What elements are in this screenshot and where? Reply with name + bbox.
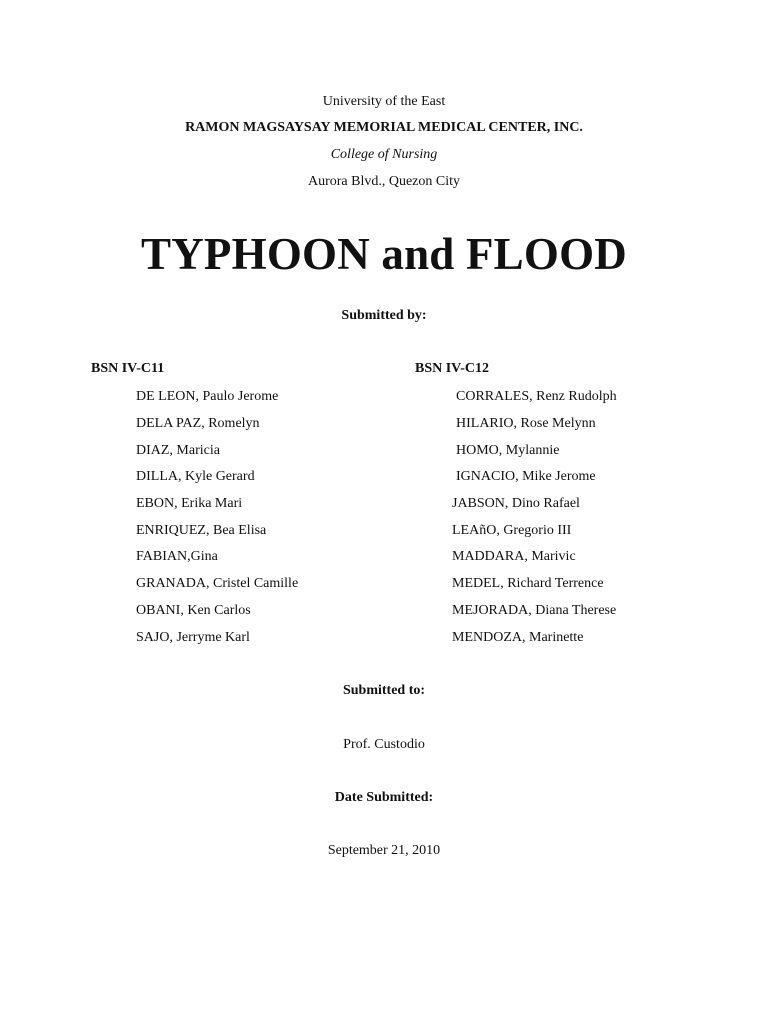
address: Aurora Blvd., Quezon City — [307, 174, 461, 189]
member-name: HOMO, Mylannie — [456, 443, 560, 458]
member-name: DIAZ, Maricia — [136, 443, 220, 458]
member-name: MENDOZA, Marinette — [452, 630, 584, 645]
date-submitted: September 21, 2010 — [327, 843, 441, 858]
member-name: MEDEL, Richard Terrence — [452, 576, 604, 591]
member-name: FABIAN,Gina — [136, 549, 218, 564]
submitted-by-label: Submitted by: — [341, 308, 427, 323]
date-submitted-label: Date Submitted: — [334, 790, 434, 805]
member-name: MEJORADA, Diana Therese — [452, 603, 617, 618]
member-name: MADDARA, Marivic — [452, 549, 576, 564]
member-name: JABSON, Dino Rafael — [452, 496, 580, 511]
university-name: University of the East — [322, 94, 446, 109]
section-heading-c12: BSN IV-C12 — [415, 361, 490, 376]
member-name: DILLA, Kyle Gerard — [136, 469, 255, 484]
member-name: EBON, Erika Mari — [136, 496, 243, 511]
member-name: DE LEON, Paulo Jerome — [136, 389, 279, 404]
college-name: College of Nursing — [330, 147, 438, 162]
member-name: CORRALES, Renz Rudolph — [456, 389, 617, 404]
member-name: IGNACIO, Mike Jerome — [456, 469, 596, 484]
member-name: SAJO, Jerryme Karl — [136, 630, 250, 645]
member-name: ENRIQUEZ, Bea Elisa — [136, 523, 267, 538]
submitted-to-label: Submitted to: — [342, 683, 426, 698]
submitted-to-name: Prof. Custodio — [343, 737, 425, 752]
member-name: GRANADA, Cristel Camille — [136, 576, 299, 591]
member-name: DELA PAZ, Romelyn — [136, 416, 260, 431]
member-name: OBANI, Ken Carlos — [136, 603, 251, 618]
section-heading-c11: BSN IV-C11 — [91, 361, 165, 376]
document-title: TYPHOON and FLOOD — [141, 229, 627, 279]
member-name: LEAñO, Gregorio III — [452, 523, 572, 538]
member-name: HILARIO, Rose Melynn — [456, 416, 596, 431]
institution-name: RAMON MAGSAYSAY MEMORIAL MEDICAL CENTER, INC. — [185, 120, 583, 135]
